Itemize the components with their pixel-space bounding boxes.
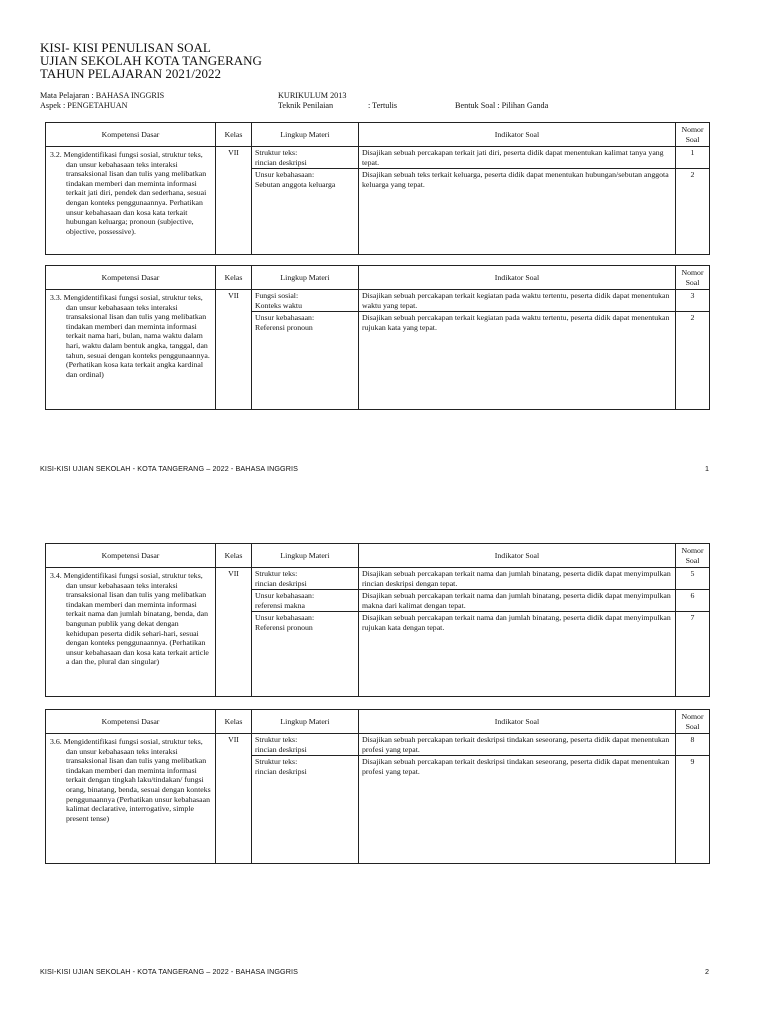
meta-middle: [278, 91, 346, 111]
header-kd: Kompetensi Dasar: [46, 123, 216, 147]
header-kd: Kompetensi Dasar: [46, 266, 216, 290]
header-nomor: Nomor Soal: [676, 544, 710, 568]
header-indikator: Indikator Soal: [359, 123, 676, 147]
header-indikator: Indikator Soal: [359, 710, 676, 734]
indikator-soal: Disajikan sebuah percakapan terkait deskripsi tindakan seseorang, peserta didik dapat menentukan profesi yang tepat.: [359, 734, 676, 756]
kompetensi-dasar: 3.4. Mengidentifikasi fungsi sosial, struktur teks, dan unsur kebahasaan teks interaksi transaksional lisan dan tulis yang melibatkan tindakan memberi dan meminta informasi terkait nama dan jumlah binatang, benda, dan bangunan publik yang dekat dengan kehidupan peserta didik sehari-hari, sesuai dengan konteks penggunaannya. (Perhatikan unsur kebahasaan dan kosa kata terkait article a dan the, plural dan singular): [46, 568, 216, 697]
header-kelas: Kelas: [216, 710, 252, 734]
lingkup-materi: Fungsi sosial: Konteks waktu: [252, 290, 359, 312]
lingkup-materi: Unsur kebahasaan: Sebutan anggota keluarga: [252, 169, 359, 255]
nomor-soal: 1: [676, 147, 710, 169]
kisi-table-3: [45, 543, 710, 697]
teknik-value: : Tertulis: [368, 101, 398, 110]
nomor-soal: 2: [676, 169, 710, 255]
header-kd: Kompetensi Dasar: [46, 544, 216, 568]
header-nomor: Nomor Soal: [676, 266, 710, 290]
meta-left: [40, 91, 164, 111]
indikator-soal: Disajikan sebuah percakapan terkait jati diri, peserta didik dapat menentukan kalimat tanya yang tepat.: [359, 147, 676, 169]
nomor-soal: 8: [676, 734, 710, 756]
kompetensi-dasar: 3.6. Mengidentifikasi fungsi sosial, struktur teks, dan unsur kebahasaan teks interaksi transaksional lisan dan tulis yang melibatkan tindakan memberi dan meminta informasi terkait dengan tingkah laku/tindakan/ fungsi orang, binatang, benda, sesuai dengan konteks penggunaannya (Perhatikan unsur kebahasaan kalimat declarative, interrogative, simple present tense): [46, 734, 216, 864]
indikator-soal: Disajikan sebuah percakapan terkait nama dan jumlah binatang, peserta didik dapat menyimpulkan makna dari kalimat dengan tepat.: [359, 590, 676, 612]
indikator-soal: Disajikan sebuah percakapan terkait nama dan jumlah binatang, peserta didik dapat menyimpulkan rincian deskripsi dengan tepat.: [359, 568, 676, 590]
page-number: 1: [705, 464, 709, 473]
lingkup-materi: Unsur kebahasaan: Referensi pronoun: [252, 612, 359, 697]
nomor-soal: 2: [676, 312, 710, 410]
lingkup-materi: Struktur teks: rincian deskripsi: [252, 756, 359, 864]
bentuk-soal: Bentuk Soal : Pilihan Ganda: [455, 101, 549, 110]
header-indikator: Indikator Soal: [359, 266, 676, 290]
lingkup-materi: Unsur kebahasaan: Referensi pronoun: [252, 312, 359, 410]
nomor-soal: 9: [676, 756, 710, 864]
header-lingkup: Lingkup Materi: [252, 266, 359, 290]
indikator-soal: Disajikan sebuah percakapan terkait deskripsi tindakan seseorang, peserta didik dapat menentukan profesi yang tepat.: [359, 756, 676, 864]
indikator-soal: Disajikan sebuah teks terkait keluarga, peserta didik dapat menentukan hubungan/sebutan anggota keluarga yang tepat.: [359, 169, 676, 255]
lingkup-materi: Struktur teks: rincian deskripsi: [252, 734, 359, 756]
kurikulum: KURIKULUM 2013: [278, 91, 347, 100]
lingkup-materi: Struktur teks: rincian deskripsi: [252, 147, 359, 169]
header-nomor: Nomor Soal: [676, 710, 710, 734]
nomor-soal: 5: [676, 568, 710, 590]
aspek: Aspek : PENGETAHUAN: [40, 101, 128, 110]
lingkup-materi: Unsur kebahasaan: referensi makna: [252, 590, 359, 612]
kisi-table-1: [45, 122, 710, 255]
header-kelas: Kelas: [216, 266, 252, 290]
title-line-1: KISI- KISI PENULISAN SOAL: [40, 40, 211, 55]
header-lingkup: Lingkup Materi: [252, 710, 359, 734]
header-kelas: Kelas: [216, 544, 252, 568]
page-footer: KISI-KISI UJIAN SEKOLAH - KOTA TANGERANG – 2022 - BAHASA INGGRIS: [40, 967, 299, 976]
title-line-2: UJIAN SEKOLAH KOTA TANGERANG: [40, 53, 262, 68]
page-number: 2: [705, 967, 709, 976]
header-kelas: Kelas: [216, 123, 252, 147]
indikator-soal: Disajikan sebuah percakapan terkait nama dan jumlah binatang, peserta didik dapat menyimpulkan rujukan kata dengan tepat.: [359, 612, 676, 697]
teknik-penilaian: Teknik Penilaian: [278, 101, 334, 110]
title-line-3: TAHUN PELAJARAN 2021/2022: [40, 66, 221, 81]
kelas: VII: [216, 290, 252, 410]
nomor-soal: 6: [676, 590, 710, 612]
nomor-soal: 3: [676, 290, 710, 312]
kisi-table-4: [45, 709, 710, 864]
header-nomor: Nomor Soal: [676, 123, 710, 147]
kompetensi-dasar: 3.3. Mengidentifikasi fungsi sosial, struktur teks, dan unsur kebahasaan teks interaksi transaksional lisan dan tulis yang melibatkan tindakan memberi dan meminta informasi terkait nama hari, bulan, nama waktu dalam hari, waktu dalam bentuk angka, tanggal, dan tahun, sesuai dengan konteks penggunaannya. (Perhatikan kosa kata terkait angka kardinal dan ordinal): [46, 290, 216, 410]
kisi-table-2: [45, 265, 710, 410]
kompetensi-dasar: 3.2. Mengidentifikasi fungsi sosial, struktur teks, dan unsur kebahasaan teks interaksi transaksional lisan dan tulis yang melibatkan tindakan memberi dan meminta informasi terkait jati diri, pendek dan sederhana, sesuai dengan konteks penggunaannya. Perhatikan unsur kebahasaan dan kosa kata terkait hubungan keluarga; pronoun (subjective, objective, possessive).: [46, 147, 216, 255]
kelas: VII: [216, 147, 252, 255]
nomor-soal: 7: [676, 612, 710, 697]
header-kd: Kompetensi Dasar: [46, 710, 216, 734]
page-footer: KISI-KISI UJIAN SEKOLAH - KOTA TANGERANG – 2022 - BAHASA INGGRIS: [40, 464, 299, 473]
kelas: VII: [216, 734, 252, 864]
header-lingkup: Lingkup Materi: [252, 123, 359, 147]
indikator-soal: Disajikan sebuah percakapan terkait kegiatan pada waktu tertentu, peserta didik dapat menentukan waktu yang tepat.: [359, 290, 676, 312]
document-title: [40, 41, 262, 80]
lingkup-materi: Struktur teks: rincian deskripsi: [252, 568, 359, 590]
mata-pelajaran: Mata Pelajaran : BAHASA INGGRIS: [40, 91, 165, 100]
header-lingkup: Lingkup Materi: [252, 544, 359, 568]
header-indikator: Indikator Soal: [359, 544, 676, 568]
indikator-soal: Disajikan sebuah percakapan terkait kegiatan pada waktu tertentu, peserta didik dapat menentukan rujukan kata yang tepat.: [359, 312, 676, 410]
kelas: VII: [216, 568, 252, 697]
